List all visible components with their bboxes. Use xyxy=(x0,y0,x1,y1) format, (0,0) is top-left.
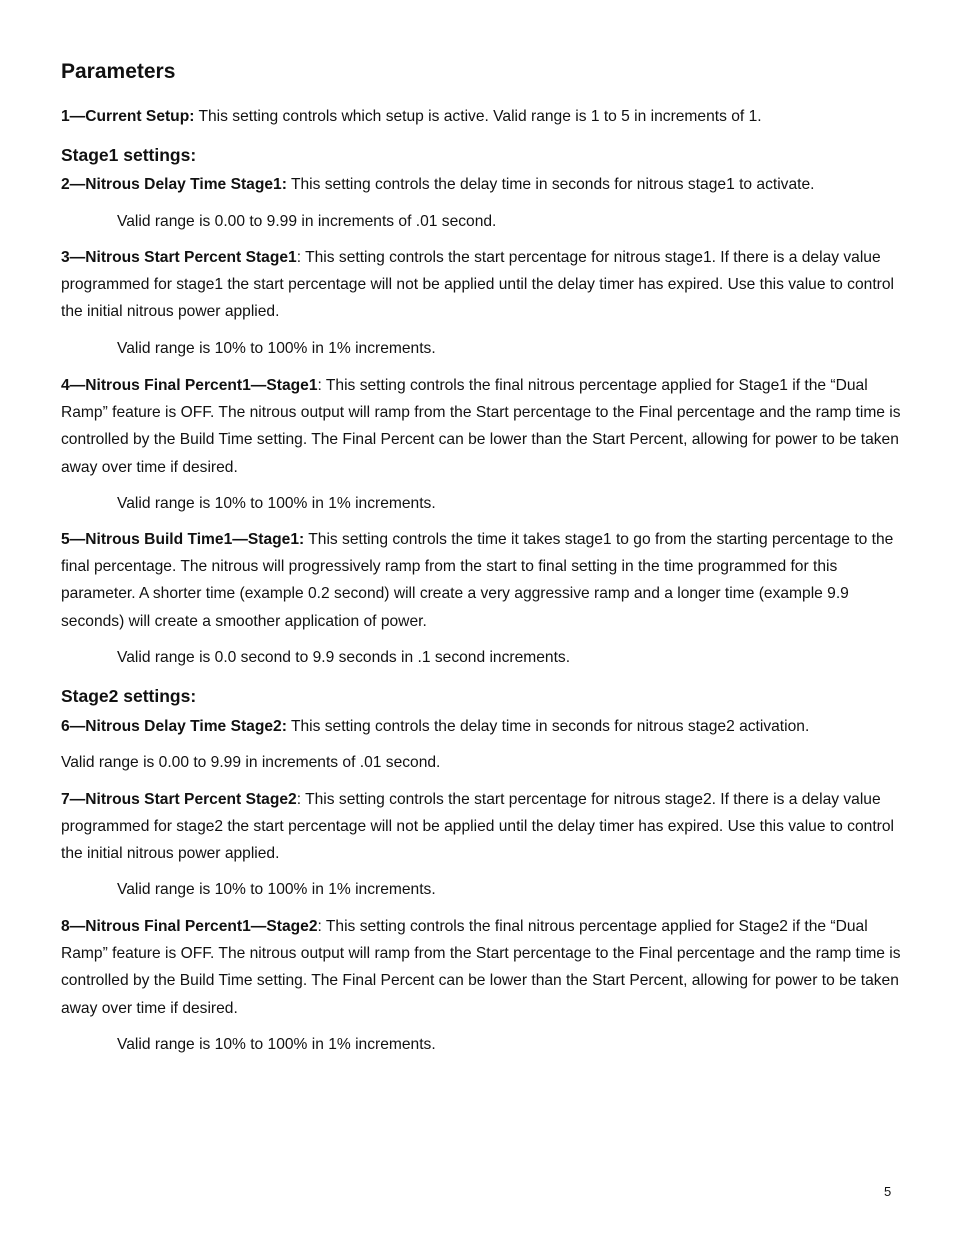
param-description: This setting controls which setup is active. Valid range is 1 to 5 in increments of 1. xyxy=(194,108,762,125)
param-1-current-setup xyxy=(61,103,901,130)
param-description: : This setting controls the final nitrous percentage applied for Stage1 if the “Dual Ramp” feature is OFF. The nitrous output will ramp from the Start percentage to the Final percentage and the ramp time is controlled by the Build Time setting. The Final Percent can be lower than the Start Percent, allowing for power to be taken away over time if desired. xyxy=(61,377,901,476)
param-5-nitrous-build-time-stage1 xyxy=(61,526,901,635)
param-4-nitrous-final-percent-stage1 xyxy=(61,372,901,481)
param-description: This setting controls the time it takes stage1 to go from the starting percentage to the final percentage. The nitrous will progressively ramp from the start to final setting in the time programmed for this parameter. A shorter time (example 0.2 second) will create a very aggressive ramp and a longer time (example 9.9 seconds) will create a smoother application of power. xyxy=(61,531,894,630)
param-5-valid-range: Valid range is 0.0 second to 9.9 seconds in .1 second increments. xyxy=(117,649,571,666)
section-heading-stage1: Stage1 settings: xyxy=(61,145,197,165)
param-label: 6—Nitrous Delay Time Stage2: xyxy=(61,718,287,735)
param-8-valid-range: Valid range is 10% to 100% in 1% increments. xyxy=(117,1036,436,1053)
param-3-valid-range: Valid range is 10% to 100% in 1% increments. xyxy=(117,340,436,357)
param-3-nitrous-start-percent-stage1 xyxy=(61,244,901,326)
section-heading-stage2: Stage2 settings: xyxy=(61,686,197,706)
param-description: This setting controls the delay time in seconds for nitrous stage1 to activate. xyxy=(286,176,815,193)
param-description: This setting controls the delay time in seconds for nitrous stage2 activation. xyxy=(286,718,810,735)
param-2-nitrous-delay-time-stage1 xyxy=(61,171,901,198)
page-number: 5 xyxy=(884,1184,892,1199)
param-label: 2—Nitrous Delay Time Stage1: xyxy=(61,176,287,193)
param-6-valid-range: Valid range is 0.00 to 9.99 in increments of .01 second. xyxy=(61,754,441,771)
param-label: 8—Nitrous Final Percent1—Stage2 xyxy=(61,918,318,935)
page-title: Parameters xyxy=(61,60,176,83)
param-7-valid-range: Valid range is 10% to 100% in 1% increments. xyxy=(117,881,436,898)
param-label: 5—Nitrous Build Time1—Stage1: xyxy=(61,531,305,548)
param-4-valid-range: Valid range is 10% to 100% in 1% increments. xyxy=(117,495,436,512)
param-label: 3—Nitrous Start Percent Stage1 xyxy=(61,249,297,266)
param-label: 4—Nitrous Final Percent1—Stage1 xyxy=(61,377,318,394)
param-label: 7—Nitrous Start Percent Stage2 xyxy=(61,791,297,808)
param-6-nitrous-delay-time-stage2 xyxy=(61,713,901,740)
param-description: : This setting controls the start percentage for nitrous stage2. If there is a delay value programmed for stage2 the start percentage will not be applied until the delay timer has expired. Use this value to control the initial nitrous power applied. xyxy=(61,791,894,863)
param-description: : This setting controls the final nitrous percentage applied for Stage2 if the “Dual Ramp” feature is OFF. The nitrous output will ramp from the Start percentage to the Final percentage and the ramp time is controlled by the Build Time setting. The Final Percent can be lower than the Start Percent, allowing for power to be taken away over time if desired. xyxy=(61,918,901,1017)
param-2-valid-range: Valid range is 0.00 to 9.99 in increments of .01 second. xyxy=(117,213,497,230)
param-7-nitrous-start-percent-stage2 xyxy=(61,786,901,868)
param-label: 1—Current Setup: xyxy=(61,108,195,125)
param-8-nitrous-final-percent-stage2 xyxy=(61,913,901,1022)
param-description: : This setting controls the start percentage for nitrous stage1. If there is a delay value programmed for stage1 the start percentage will not be applied until the delay timer has expired. Use this value to control the initial nitrous power applied. xyxy=(61,249,894,321)
